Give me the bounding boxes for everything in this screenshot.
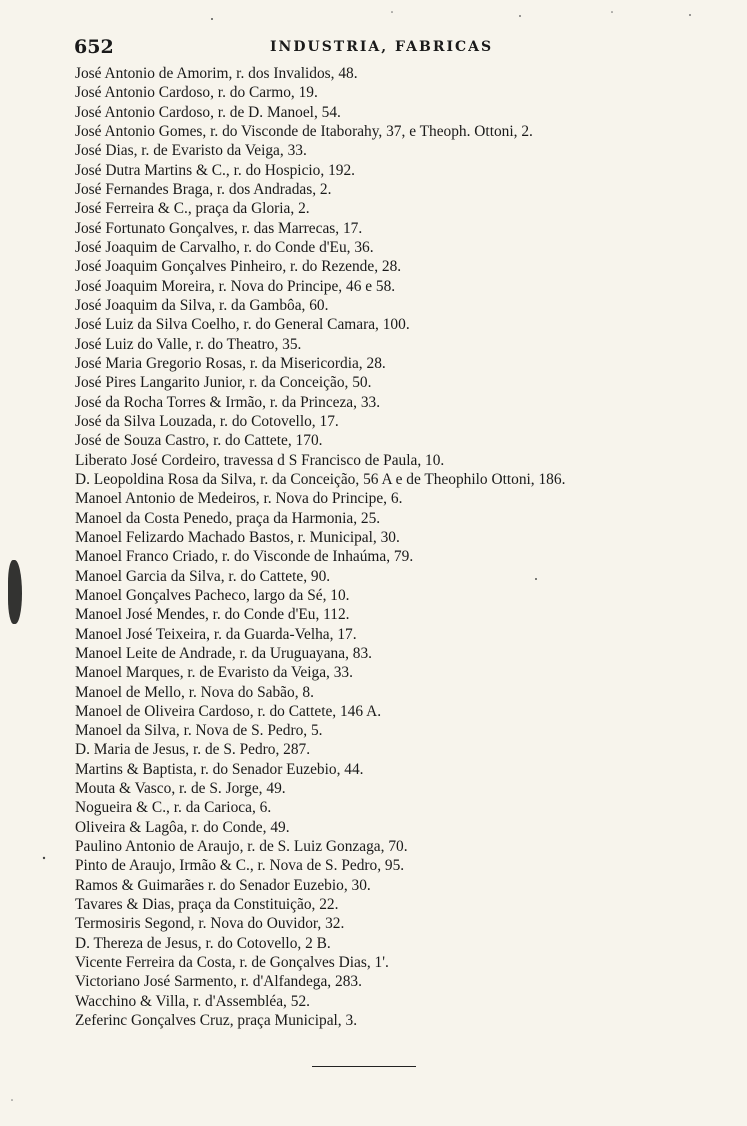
directory-entry: Manoel da Silva, r. Nova de S. Pedro, 5. [75,722,323,740]
directory-entry: José da Silva Louzada, r. do Cotovello, 17. [75,412,339,430]
directory-entry: José Antonio de Amorim, r. dos Invalidos, 48. [75,65,358,82]
directory-entry: José Pires Langarito Junior, r. da Conceição, 50. [75,374,372,392]
directory-entry: Manoel José Teixeira, r. da Guarda-Velha, 17. [75,625,357,643]
directory-entry: D. Thereza de Jesus, r. do Cotovello, 2 B. [75,934,331,952]
directory-entry: Manoel de Oliveira Cardoso, r. do Cattete, 146 A. [75,702,382,720]
directory-entry: Martins & Baptista, r. do Senador Euzebio, 44. [75,760,364,778]
directory-entry: Termosiris Segond, r. Nova do Ouvidor, 32. [75,915,345,933]
directory-entry: José Joaquim Gonçalves Pinheiro, r. do Rezende, 28. [75,258,402,276]
page-header [74,36,674,60]
directory-entry: José Antonio Cardoso, r. do Carmo, 19. [75,84,318,102]
directory-entry: Nogueira & C., r. da Carioca, 6. [75,799,272,817]
directory-entry: Manoel Leite de Andrade, r. da Uruguayana, 83. [75,644,373,662]
directory-entry: D. Maria de Jesus, r. de S. Pedro, 287. [75,741,311,759]
directory-entry: Liberato José Cordeiro, travessa d S Francisco de Paula, 10. [75,451,445,469]
directory-entry: Manoel Antonio de Medeiros, r. Nova do Principe, 6. [75,490,403,508]
directory-entry: Manoel da Costa Penedo, praça da Harmonia, 25. [75,509,381,527]
directory-entry: Ramos & Guimarães r. do Senador Euzebio, 30. [75,876,371,894]
directory-entry: José Antonio Gomes, r. do Visconde de Itaborahy, 37, e Theoph. Ottoni, 2. [75,122,533,140]
directory-entry: José Luiz do Valle, r. do Theatro, 35. [75,335,302,353]
directory-entry: José Dias, r. de Evaristo da Veiga, 33. [75,142,307,160]
directory-entry: José Joaquim Moreira, r. Nova do Principe, 46 e 58. [75,277,396,295]
directory-entry: Manoel Felizardo Machado Bastos, r. Municipal, 30. [75,528,400,546]
directory-entry: Manoel Garcia da Silva, r. do Cattete, 90. [75,567,331,585]
ink-smudge [8,560,22,624]
page-number: 652 [74,36,114,58]
directory-entry: Wacchino & Villa, r. d'Assembléa, 52. [75,992,310,1010]
directory-entry: José Antonio Cardoso, r. de D. Manoel, 54. [75,103,341,121]
directory-entry: José Maria Gregorio Rosas, r. da Misericordia, 28. [75,354,386,372]
directory-entry: Manoel Gonçalves Pacheco, largo da Sé, 10. [75,586,350,604]
directory-entry: D. Leopoldina Rosa da Silva, r. da Conceição, 56 A e de Theophilo Ottoni, 186. [75,470,566,488]
directory-entry: Tavares & Dias, praça da Constituição, 22. [75,896,339,914]
directory-entry: Manoel Marques, r. de Evaristo da Veiga, 33. [75,664,353,682]
directory-entry: José da Rocha Torres & Irmão, r. da Princeza, 33. [75,393,381,411]
directory-entry: José Joaquim de Carvalho, r. do Conde d'Eu, 36. [75,238,374,256]
end-rule [312,1066,416,1067]
directory-entry: Mouta & Vasco, r. de S. Jorge, 49. [75,780,286,798]
directory-entry: José Ferreira & C., praça da Gloria, 2. [75,200,310,218]
directory-entry: José Joaquim da Silva, r. da Gambôa, 60. [75,296,329,314]
directory-entry: Pinto de Araujo, Irmão & C., r. Nova de S. Pedro, 95. [75,857,405,875]
directory-entry: José de Souza Castro, r. do Cattete, 170. [75,432,323,450]
directory-entry: Paulino Antonio de Araujo, r. de S. Luiz Gonzaga, 70. [75,838,408,856]
directory-entry: José Fernandes Braga, r. dos Andradas, 2. [75,180,332,198]
directory-entry: José Luiz da Silva Coelho, r. do General Camara, 100. [75,316,410,334]
directory-entry: Oliveira & Lagôa, r. do Conde, 49. [75,818,290,836]
directory-entry: Zeferinc Gonçalves Cruz, praça Municipal, 3. [75,1012,358,1030]
directory-entry: Manoel Franco Criado, r. do Visconde de Inhaúma, 79. [75,548,414,566]
directory-entry: Vicente Ferreira da Costa, r. de Gonçalves Dias, 1'. [75,954,389,972]
directory-entry: Manoel de Mello, r. Nova do Sabão, 8. [75,683,314,701]
directory-entry: Victoriano José Sarmento, r. d'Alfandega, 283. [75,973,362,991]
directory-entry: José Fortunato Gonçalves, r. das Marrecas, 17. [75,219,363,237]
directory-entry: Manoel José Mendes, r. do Conde d'Eu, 112. [75,606,350,624]
running-head: INDUSTRIA, FABRICAS [270,39,494,55]
directory-entry-list [75,64,715,1030]
directory-entry: José Dutra Martins & C., r. do Hospicio, 192. [75,161,356,179]
